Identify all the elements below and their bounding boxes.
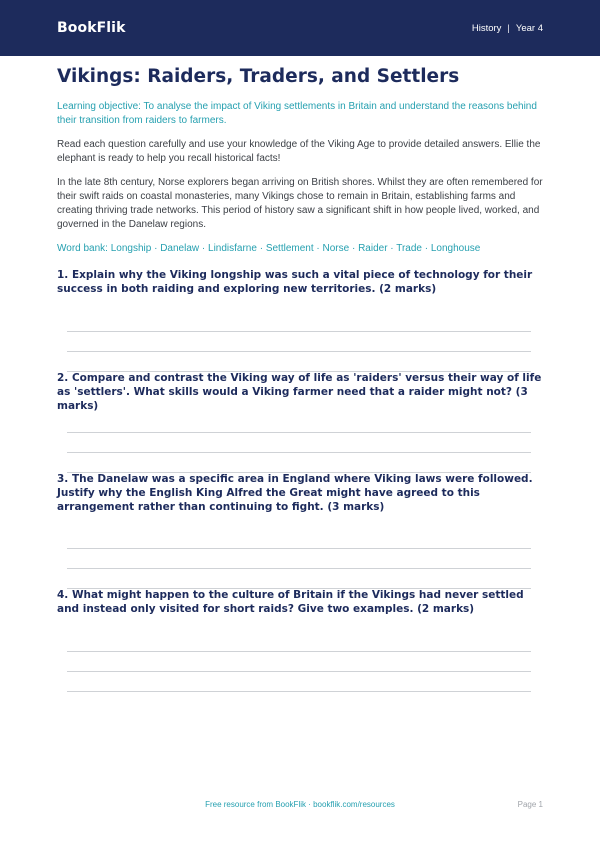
question-1: 1. Explain why the Viking longship was such a vital piece of technology for their success in both raiding and exploring new territories. (2 marks): [57, 269, 533, 295]
header-meta: [472, 23, 543, 34]
answer-line[interactable]: [67, 452, 531, 453]
header-bar: [0, 0, 600, 56]
header-separator: |: [507, 22, 510, 34]
question-4: 4. What might happen to the culture of Britain if the Vikings had never settled and instead only visited for short raids? Give two examples. (2 marks): [57, 589, 524, 615]
instructions-text: Read each question carefully and use your knowledge of the Viking Age to provide detailed answers. Ellie the elephant is ready to help you recall historical facts!: [57, 139, 541, 164]
page-number: Page 1: [517, 800, 543, 809]
answer-line[interactable]: [67, 432, 531, 433]
intro-paragraph: In the late 8th century, Norse explorers began arriving on British shores. Whilst they are often remembered for their swift raids on coastal monasteries, many Vikings chose to remain in Britain, establishing farms and creating thriving trade networks. This period of history saw a significant shift in how people lived, worked, and governed in the Danelaw regions.: [57, 177, 543, 230]
brand-logo[interactable]: BookFlik: [57, 20, 126, 36]
answer-line[interactable]: [67, 671, 531, 672]
learning-objective: Learning objective: To analyse the impact of Viking settlements in Britain and understand the reasons behind their transition from raiders to farmers.: [57, 101, 537, 126]
question-3: 3. The Danelaw was a specific area in England where Viking laws were followed. Justify why the English King Alfred the Great might have agreed to this arrangement rather than continuing to fight. (3 marks): [57, 473, 533, 513]
footer-source-link[interactable]: Free resource from BookFlik · bookflik.com/resources: [205, 800, 395, 809]
footer: [0, 800, 600, 814]
answer-line[interactable]: [67, 351, 531, 352]
answer-line[interactable]: [67, 548, 531, 549]
worksheet-intro: [57, 65, 543, 256]
page-title: Vikings: Raiders, Traders, and Settlers: [57, 66, 460, 87]
answer-line[interactable]: [67, 691, 531, 692]
word-bank: Word bank: Longship · Danelaw · Lindisfarne · Settlement · Norse · Raider · Trade · Longhouse: [57, 243, 481, 254]
year-label: Year 4: [515, 22, 543, 34]
question-2: 2. Compare and contrast the Viking way of life as 'raiders' versus their way of life as 'settlers'. What skills would a Viking farmer need that a raider might not? (3 marks): [57, 372, 542, 412]
answer-line[interactable]: [67, 568, 531, 569]
subject-label: History: [471, 22, 502, 34]
answer-line[interactable]: [67, 331, 531, 332]
answer-line[interactable]: [67, 651, 531, 652]
